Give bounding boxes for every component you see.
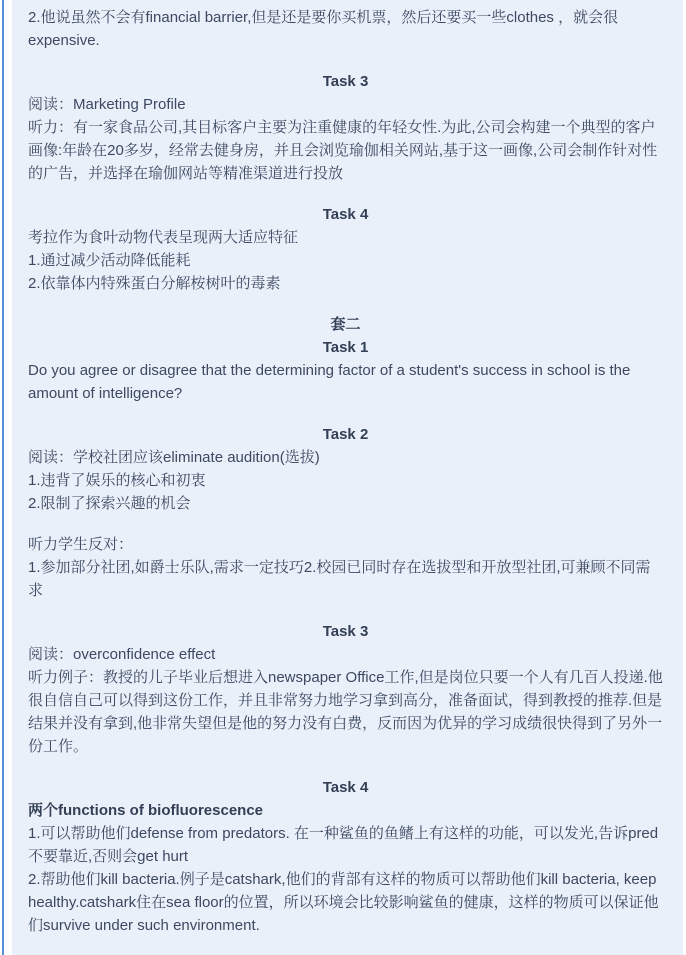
paragraph: 2.限制了探索兴趣的机会	[28, 495, 191, 512]
paragraph: 2.依靠体内特殊蛋白分解桉树叶的毒素	[28, 275, 281, 292]
section-heading: Task 3	[322, 623, 369, 640]
paragraph: 阅读：学校社团应该eliminate audition(选拔)	[28, 449, 320, 466]
section-heading: Task 4	[322, 206, 369, 223]
paragraph: 1.通过减少活动降低能耗	[28, 252, 191, 269]
paragraph-gap	[28, 185, 663, 203]
paragraph: 2.他说虽然不会有financial barrier,但是还是要你买机票，然后还要买一些clothes ，就会很expensive.	[28, 9, 619, 49]
paragraph: 听力：有一家食品公司,其目标客户主要为注重健康的年轻女性.为此,公司会构建一个典型的客户画像:年龄在20多岁，经常去健身房，并且会浏览瑜伽相关网站,基于这一画像,公司会制作针对性的广告，并选择在瑜伽网站等精准渠道进行投放	[28, 119, 658, 182]
blockquote-accent-bar	[2, 0, 4, 955]
section-heading: Task 4	[322, 779, 369, 796]
paragraph-gap	[28, 52, 663, 70]
paragraph: 1.违背了娱乐的核心和初衷	[28, 472, 206, 489]
paragraph: 1.参加部分社团,如爵士乐队,需求一定技巧2.校园已同时存在选拔型和开放型社团,可兼顾不同需求	[28, 559, 651, 599]
paragraph: 1.可以帮助他们defense from predators. 在一种鲨鱼的鱼鳍上有这样的功能，可以发光,告诉pred不要靠近,否则会get hurt	[28, 825, 659, 865]
paragraph-gap	[28, 405, 663, 423]
paragraph: 2.帮助他们kill bacteria.例子是catshark,他们的背部有这样的物质可以帮助他们kill bacteria, keep healthy.catshark住在sea floor的位置，所以环境会比较影响鲨鱼的健康，这样的物质可以保证他们survive under such environment.	[28, 871, 659, 934]
paragraph-gap	[28, 515, 663, 533]
paragraph: 听力学生反对：	[28, 536, 134, 553]
paragraph: 考拉作为食叶动物代表呈现两大适应特征	[28, 229, 299, 246]
paragraph: 阅读：overconfidence effect	[28, 646, 216, 663]
section-heading: Task 3	[322, 73, 369, 90]
section-heading: Task 1	[322, 339, 369, 356]
paragraph: 阅读：Marketing Profile	[28, 96, 186, 113]
section-heading: Task 2	[322, 426, 369, 443]
paragraph: Do you agree or disagree that the determining factor of a student's success in school is the amount of intelligence?	[28, 362, 631, 402]
paragraph-gap	[28, 295, 663, 313]
paragraph: 两个functions of biofluorescence	[28, 802, 264, 819]
document-body	[12, 0, 683, 955]
paragraph-gap	[28, 758, 663, 776]
section-heading: 套二	[330, 316, 361, 333]
paragraph: 听力例子：教授的儿子毕业后想进入newspaper Office工作,但是岗位只要一个人有几百人投递.他很自信自己可以得到这份工作，并且非常努力地学习拿到高分，准备面试，得到教授的推荐.但是结果并没有拿到,他非常失望但是他的努力没有白费，反而因为优异的学习成绩很快得到了另外一份工作。	[28, 669, 663, 755]
paragraph-gap	[28, 602, 663, 620]
